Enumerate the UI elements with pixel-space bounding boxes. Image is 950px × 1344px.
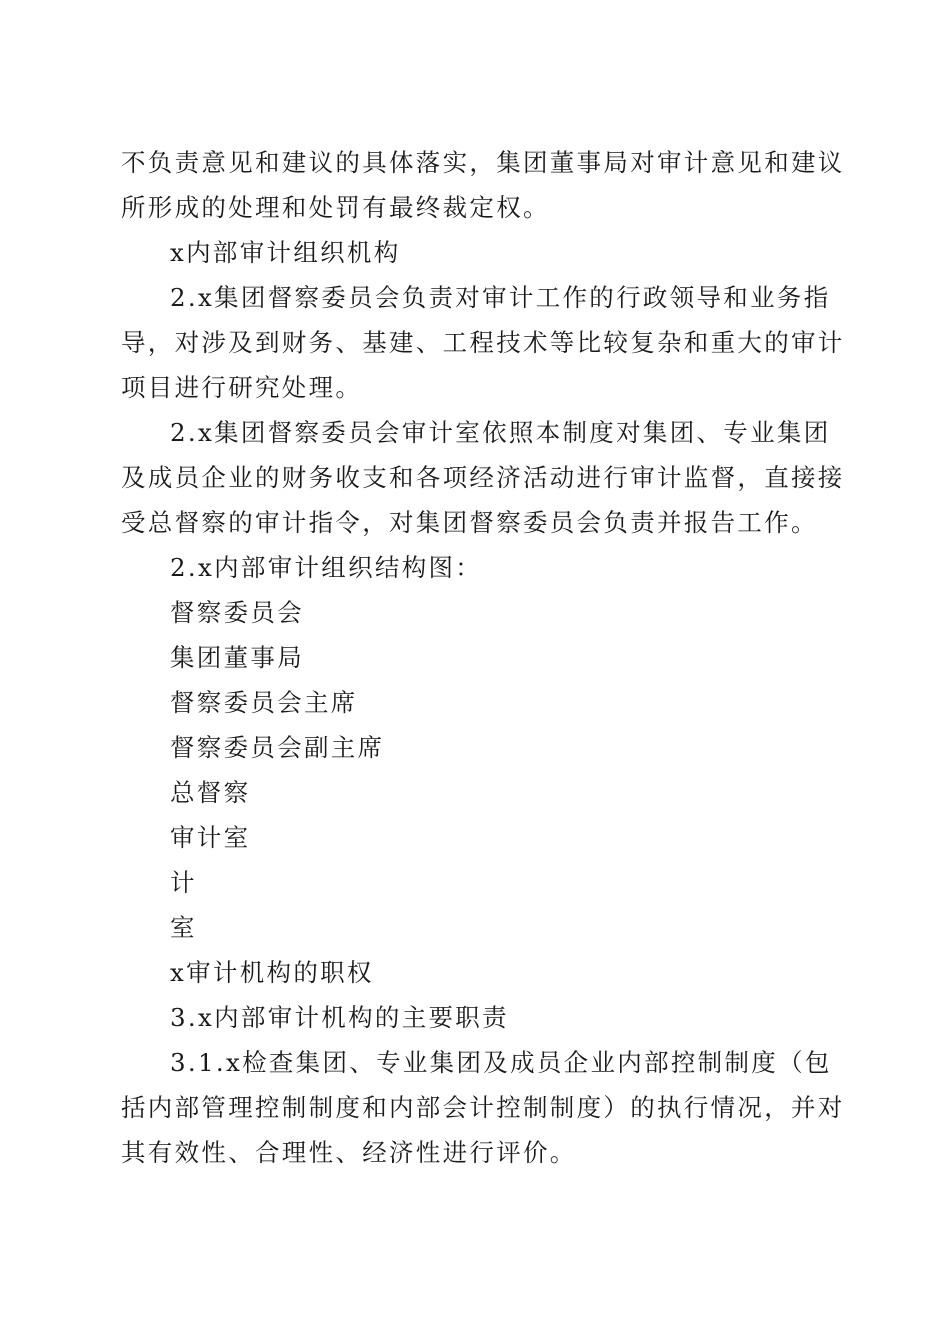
text-line: 2.x集团督察委员会审计室依照本制度对集团、专业集团 [170, 418, 831, 447]
text-line: 不负责意见和建议的具体落实，集团董事局对审计意见和建议 [121, 148, 845, 177]
text-line: 括内部管理控制制度和内部会计控制制度）的执行情况，并对 [121, 1093, 845, 1122]
text-line: 所形成的处理和处罚有最终裁定权。 [121, 193, 550, 222]
text-line: 项目进行研究处理。 [121, 373, 363, 402]
org-chart-item: 督察委员会 [170, 598, 304, 627]
text-line: 受总督察的审计指令，对集团督察委员会负责并报告工作。 [121, 508, 818, 537]
org-chart-item: 总督察 [170, 778, 251, 807]
text-line: 导，对涉及到财务、基建、工程技术等比较复杂和重大的审计 [121, 328, 845, 357]
org-chart-item: 审计室 [170, 823, 251, 852]
org-chart-item: 督察委员会主席 [170, 688, 358, 717]
org-chart-item: 集团董事局 [170, 643, 304, 672]
text-line: 其有效性、合理性、经济性进行评价。 [121, 1138, 577, 1167]
section-heading: x内部审计组织机构 [170, 238, 401, 267]
section-heading: x审计机构的职权 [170, 958, 374, 987]
text-line: 2.x集团督察委员会负责对审计工作的行政领导和业务指 [170, 283, 831, 312]
text-line: 2.x内部审计组织结构图： [170, 553, 483, 582]
text-line: 及成员企业的财务收支和各项经济活动进行审计监督，直接接 [121, 463, 845, 492]
text-line: 3.1.x检查集团、专业集团及成员企业内部控制制度（包 [170, 1048, 832, 1077]
org-chart-item: 室 [170, 913, 197, 942]
org-chart-item: 督察委员会副主席 [170, 733, 385, 762]
section-heading: 3.x内部审计机构的主要职责 [170, 1003, 509, 1032]
org-chart-item: 计 [170, 868, 197, 897]
document-body [121, 140, 845, 1175]
